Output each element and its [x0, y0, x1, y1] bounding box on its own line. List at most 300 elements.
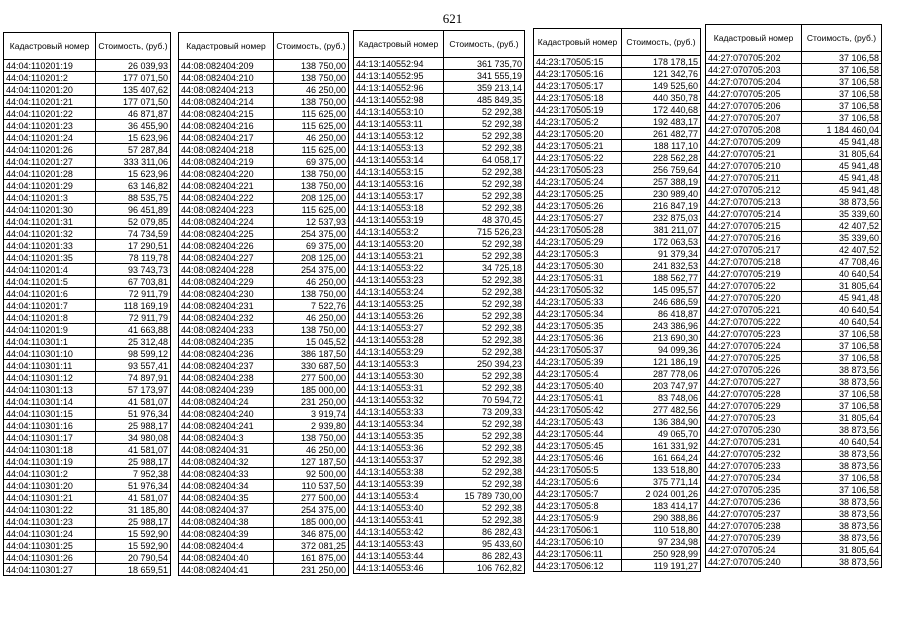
cadastral-number-cell: 44:23:170505:40 [534, 380, 622, 392]
cadastral-number-cell: 44:04:110201:5 [4, 276, 96, 288]
cadastral-number-cell: 44:13:140553:38 [354, 466, 444, 478]
cadastral-number-cell: 44:04:110301:16 [4, 420, 96, 432]
cadastral-number-cell: 44:27:070705:229 [706, 400, 802, 412]
cadastral-number-cell: 44:08:082404:230 [179, 288, 274, 300]
cadastral-number-cell: 44:23:170505:17 [534, 80, 622, 92]
cost-cell: 46 250,00 [274, 84, 349, 96]
cadastral-number-cell: 44:08:082404:241 [179, 420, 274, 432]
cadastral-number-cell: 44:13:140553:18 [354, 202, 444, 214]
table-row [179, 324, 349, 336]
table-row [354, 298, 525, 310]
cadastral-number-cell: 44:04:110301:11 [4, 360, 96, 372]
table-row [534, 212, 701, 224]
table-row [534, 68, 701, 80]
cadastral-number-cell: 44:04:110201:33 [4, 240, 96, 252]
cost-cell: 138 750,00 [274, 288, 349, 300]
cadastral-number-cell: 44:08:082404:217 [179, 132, 274, 144]
cadastral-number-cell: 44:08:082404:39 [179, 528, 274, 540]
cost-cell: 40 640,54 [802, 268, 882, 280]
cadastral-number-cell: 44:27:070705:206 [706, 100, 802, 112]
cost-cell: 25 988,17 [96, 456, 171, 468]
cost-cell: 52 292,38 [444, 478, 525, 490]
cost-cell: 41 581,07 [96, 492, 171, 504]
table-row [179, 360, 349, 372]
cost-cell: 86 282,43 [444, 550, 525, 562]
table-row [179, 492, 349, 504]
cadastral-number-cell: 44:08:082404:218 [179, 144, 274, 156]
cadastral-number-cell: 44:08:082404:213 [179, 84, 274, 96]
cadastral-number-cell: 44:04:110201:9 [4, 324, 96, 336]
cadastral-number-cell: 44:13:140553:35 [354, 430, 444, 442]
table-row [179, 336, 349, 348]
table-row [354, 130, 525, 142]
table-row [4, 216, 171, 228]
cadastral-number-cell: 44:27:070705:218 [706, 256, 802, 268]
cadastral-number-cell: 44:13:140553:39 [354, 478, 444, 490]
cadastral-number-cell: 44:27:070705:227 [706, 376, 802, 388]
cost-cell: 172 440,68 [622, 104, 701, 116]
table-row [4, 300, 171, 312]
cost-cell: 25 988,17 [96, 420, 171, 432]
cadastral-number-cell: 44:04:110301:24 [4, 528, 96, 540]
cost-cell: 52 292,38 [444, 166, 525, 178]
table-row [354, 58, 525, 70]
cadastral-number-cell: 44:23:170506:12 [534, 560, 622, 572]
cadastral-number-cell: 44:08:082404:210 [179, 72, 274, 84]
cost-cell: 250 928,99 [622, 548, 701, 560]
cadastral-number-cell: 44:27:070705:221 [706, 304, 802, 316]
cadastral-number-cell: 44:04:110301:10 [4, 348, 96, 360]
cadastral-number-cell: 44:23:170506:1 [534, 524, 622, 536]
cadastral-number-cell: 44:23:170505:41 [534, 392, 622, 404]
cost-cell: 15 623,96 [96, 132, 171, 144]
cadastral-number-cell: 44:04:110301:21 [4, 492, 96, 504]
cadastral-number-cell: 44:08:082404:227 [179, 252, 274, 264]
table-row [179, 228, 349, 240]
table-row [534, 536, 701, 548]
cadastral-number-cell: 44:13:140553:3 [354, 358, 444, 370]
cadastral-number-cell: 44:23:170505:36 [534, 332, 622, 344]
table-row [354, 454, 525, 466]
cost-cell: 48 370,45 [444, 214, 525, 226]
table-row [706, 472, 882, 484]
table-row [534, 116, 701, 128]
table-row [179, 252, 349, 264]
cost-cell: 110 537,50 [274, 480, 349, 492]
cost-cell: 375 771,14 [622, 476, 701, 488]
cost-cell: 64 058,17 [444, 154, 525, 166]
cadastral-number-cell: 44:04:110301:20 [4, 480, 96, 492]
table-row [706, 424, 882, 436]
cadastral-number-cell: 44:13:140553:28 [354, 334, 444, 346]
cost-cell: 97 234,98 [622, 536, 701, 548]
cost-cell: 45 941,48 [802, 160, 882, 172]
cost-cell: 52 292,38 [444, 178, 525, 190]
table-row [4, 444, 171, 456]
cost-cell: 185 000,00 [274, 384, 349, 396]
cadastral-number-cell: 44:13:140553:10 [354, 106, 444, 118]
cost-cell: 106 762,82 [444, 562, 525, 574]
cadastral-number-cell: 44:13:140553:14 [354, 154, 444, 166]
cadastral-number-cell: 44:27:070705:232 [706, 448, 802, 460]
cadastral-number-cell: 44:27:070705:210 [706, 160, 802, 172]
cadastral-table-5 [705, 24, 882, 568]
table-row [179, 192, 349, 204]
cadastral-number-cell: 44:13:140552:94 [354, 58, 444, 70]
cadastral-number-cell: 44:04:110301:26 [4, 552, 96, 564]
cadastral-number-cell: 44:13:140553:27 [354, 322, 444, 334]
cost-cell: 138 750,00 [274, 96, 349, 108]
cost-cell: 46 250,00 [274, 276, 349, 288]
column-header-cost: Стоимость, (руб.) [444, 31, 525, 58]
cadastral-number-cell: 44:08:082404:228 [179, 264, 274, 276]
table-header-row [4, 33, 171, 60]
cost-cell: 177 071,50 [96, 72, 171, 84]
cost-cell: 12 537,93 [274, 216, 349, 228]
table-row [706, 100, 882, 112]
cost-cell: 73 209,33 [444, 406, 525, 418]
cost-cell: 74 897,91 [96, 372, 171, 384]
table-row [354, 346, 525, 358]
table-row [354, 94, 525, 106]
cost-cell: 95 433,60 [444, 538, 525, 550]
table-row [4, 336, 171, 348]
cadastral-number-cell: 44:04:110301:1 [4, 336, 96, 348]
cadastral-number-cell: 44:08:082404:34 [179, 480, 274, 492]
table-row [354, 250, 525, 262]
cadastral-number-cell: 44:08:082404:38 [179, 516, 274, 528]
cadastral-number-cell: 44:23:170505:22 [534, 152, 622, 164]
cadastral-number-cell: 44:27:070705:239 [706, 532, 802, 544]
cadastral-number-cell: 44:23:170505:24 [534, 176, 622, 188]
cadastral-table-1 [3, 32, 171, 576]
table-row [354, 466, 525, 478]
cadastral-number-cell: 44:13:140553:36 [354, 442, 444, 454]
cadastral-number-cell: 44:04:110201:21 [4, 96, 96, 108]
cadastral-number-cell: 44:13:140553:46 [354, 562, 444, 574]
cost-cell: 37 106,58 [802, 472, 882, 484]
cadastral-number-cell: 44:13:140553:34 [354, 418, 444, 430]
table-row [706, 532, 882, 544]
cost-cell: 341 555,19 [444, 70, 525, 82]
table-row [354, 490, 525, 502]
table-row [4, 468, 171, 480]
table-row [706, 304, 882, 316]
cadastral-number-cell: 44:04:110301:14 [4, 396, 96, 408]
cost-cell: 31 185,80 [96, 504, 171, 516]
cost-cell: 41 663,88 [96, 324, 171, 336]
cost-cell: 1 184 460,04 [802, 124, 882, 136]
cost-cell: 715 526,23 [444, 226, 525, 238]
cost-cell: 92 500,00 [274, 468, 349, 480]
table-body [534, 56, 701, 572]
cost-cell: 37 106,58 [802, 400, 882, 412]
table-row [179, 276, 349, 288]
cost-cell: 37 106,58 [802, 484, 882, 496]
table-row [4, 204, 171, 216]
cost-cell: 51 976,34 [96, 408, 171, 420]
cadastral-number-cell: 44:23:170505:27 [534, 212, 622, 224]
cost-cell: 232 875,03 [622, 212, 701, 224]
cadastral-number-cell: 44:04:110201:28 [4, 168, 96, 180]
cadastral-number-cell: 44:08:082404:240 [179, 408, 274, 420]
cost-cell: 15 789 730,00 [444, 490, 525, 502]
table-row [706, 220, 882, 232]
cost-cell: 83 748,06 [622, 392, 701, 404]
cost-cell: 52 292,38 [444, 514, 525, 526]
table-row [179, 240, 349, 252]
table-row [706, 184, 882, 196]
table-row [706, 376, 882, 388]
cost-cell: 37 106,58 [802, 340, 882, 352]
cadastral-number-cell: 44:23:170505:28 [534, 224, 622, 236]
cost-cell: 26 039,93 [96, 60, 171, 72]
cadastral-number-cell: 44:04:110201:30 [4, 204, 96, 216]
table-row [534, 56, 701, 68]
cost-cell: 17 290,51 [96, 240, 171, 252]
table-row [354, 118, 525, 130]
table-row [534, 140, 701, 152]
table-row [179, 96, 349, 108]
cadastral-number-cell: 44:27:070705:214 [706, 208, 802, 220]
cadastral-number-cell: 44:13:140553:31 [354, 382, 444, 394]
cadastral-number-cell: 44:23:170505:19 [534, 104, 622, 116]
table-row [706, 268, 882, 280]
cost-cell: 188 117,10 [622, 140, 701, 152]
cadastral-number-cell: 44:04:110201:24 [4, 132, 96, 144]
cost-cell: 72 911,79 [96, 312, 171, 324]
cost-cell: 161 331,92 [622, 440, 701, 452]
cadastral-number-cell: 44:27:070705:23 [706, 412, 802, 424]
table-row [179, 216, 349, 228]
cost-cell: 98 599,12 [96, 348, 171, 360]
cost-cell: 183 414,17 [622, 500, 701, 512]
cost-cell: 2 024 001,26 [622, 488, 701, 500]
cadastral-number-cell: 44:27:070705:226 [706, 364, 802, 376]
cost-cell: 361 735,70 [444, 58, 525, 70]
cost-cell: 138 750,00 [274, 432, 349, 444]
cadastral-number-cell: 44:13:140553:37 [354, 454, 444, 466]
cadastral-number-cell: 44:08:082404:229 [179, 276, 274, 288]
cadastral-number-cell: 44:04:110301:15 [4, 408, 96, 420]
cost-cell: 25 988,17 [96, 516, 171, 528]
cadastral-number-cell: 44:23:170505:21 [534, 140, 622, 152]
cadastral-number-cell: 44:13:140553:19 [354, 214, 444, 226]
cadastral-number-cell: 44:23:170505:23 [534, 164, 622, 176]
cadastral-number-cell: 44:27:070705:213 [706, 196, 802, 208]
table-row [4, 516, 171, 528]
table-row [354, 526, 525, 538]
table-row [706, 256, 882, 268]
table-row [534, 344, 701, 356]
cadastral-table-4 [533, 28, 701, 572]
cadastral-number-cell: 44:27:070705:24 [706, 544, 802, 556]
cost-cell: 52 292,38 [444, 370, 525, 382]
cadastral-number-cell: 44:27:070705:212 [706, 184, 802, 196]
table-row [354, 274, 525, 286]
cost-cell: 78 119,78 [96, 252, 171, 264]
cost-cell: 41 581,07 [96, 396, 171, 408]
table-row [4, 420, 171, 432]
table-row [354, 106, 525, 118]
cost-cell: 178 178,15 [622, 56, 701, 68]
table-row [354, 202, 525, 214]
cost-cell: 38 873,56 [802, 460, 882, 472]
cost-cell: 35 339,60 [802, 208, 882, 220]
column-header-cadastral: Кадастровый номер [354, 31, 444, 58]
table-row [179, 144, 349, 156]
cadastral-number-cell: 44:27:070705:203 [706, 64, 802, 76]
cadastral-number-cell: 44:23:170505:29 [534, 236, 622, 248]
cadastral-number-cell: 44:04:110201:35 [4, 252, 96, 264]
table-row [179, 180, 349, 192]
cost-cell: 161 875,00 [274, 552, 349, 564]
table-row [179, 564, 349, 576]
cadastral-number-cell: 44:13:140553:40 [354, 502, 444, 514]
table-row [706, 520, 882, 532]
table-row [4, 60, 171, 72]
cost-cell: 15 045,52 [274, 336, 349, 348]
table-row [4, 492, 171, 504]
cadastral-number-cell: 44:08:082404:220 [179, 168, 274, 180]
cadastral-number-cell: 44:13:140553:25 [354, 298, 444, 310]
cost-cell: 15 623,96 [96, 168, 171, 180]
cadastral-number-cell: 44:08:082404:35 [179, 492, 274, 504]
table-body [706, 52, 882, 568]
cadastral-number-cell: 44:08:082404:237 [179, 360, 274, 372]
cost-cell: 18 659,51 [96, 564, 171, 576]
cadastral-number-cell: 44:27:070705:202 [706, 52, 802, 64]
cost-cell: 70 594,72 [444, 394, 525, 406]
cost-cell: 38 873,56 [802, 424, 882, 436]
table-row [706, 316, 882, 328]
table-row [354, 478, 525, 490]
table-row [706, 436, 882, 448]
cost-cell: 37 106,58 [802, 352, 882, 364]
table-row [4, 456, 171, 468]
cadastral-number-cell: 44:04:110301:12 [4, 372, 96, 384]
cost-cell: 52 292,38 [444, 106, 525, 118]
table-row [706, 136, 882, 148]
cost-cell: 115 625,00 [274, 144, 349, 156]
table-row [534, 548, 701, 560]
table-row [179, 108, 349, 120]
cadastral-number-cell: 44:08:082404:40 [179, 552, 274, 564]
table-row [354, 142, 525, 154]
cost-cell: 37 106,58 [802, 388, 882, 400]
cost-cell: 37 106,58 [802, 88, 882, 100]
table-row [706, 196, 882, 208]
table-row [534, 308, 701, 320]
cadastral-number-cell: 44:04:110201:26 [4, 144, 96, 156]
table-row [706, 496, 882, 508]
table-row [354, 226, 525, 238]
table-row [354, 238, 525, 250]
table-row [534, 272, 701, 284]
table-row [354, 514, 525, 526]
cadastral-number-cell: 44:27:070705:22 [706, 280, 802, 292]
cadastral-number-cell: 44:08:082404:31 [179, 444, 274, 456]
cost-cell: 52 292,38 [444, 202, 525, 214]
cost-cell: 46 250,00 [274, 444, 349, 456]
table-row [4, 168, 171, 180]
cost-cell: 138 750,00 [274, 72, 349, 84]
cadastral-number-cell: 44:27:070705:209 [706, 136, 802, 148]
cadastral-number-cell: 44:27:070705:235 [706, 484, 802, 496]
table-row [179, 504, 349, 516]
cost-cell: 231 250,00 [274, 564, 349, 576]
cost-cell: 230 989,40 [622, 188, 701, 200]
cost-cell: 42 407,52 [802, 220, 882, 232]
table-row [706, 52, 882, 64]
table-row [534, 368, 701, 380]
cadastral-number-cell: 44:27:070705:234 [706, 472, 802, 484]
table-row [354, 406, 525, 418]
cadastral-number-cell: 44:23:170505:16 [534, 68, 622, 80]
cadastral-number-cell: 44:23:170505:7 [534, 488, 622, 500]
table-row [534, 248, 701, 260]
column-header-cost: Стоимость, (руб.) [802, 25, 882, 52]
cost-cell: 138 750,00 [274, 60, 349, 72]
cost-cell: 37 106,58 [802, 52, 882, 64]
cost-cell: 38 873,56 [802, 376, 882, 388]
cost-cell: 25 312,48 [96, 336, 171, 348]
cadastral-number-cell: 44:13:140553:20 [354, 238, 444, 250]
cost-cell: 72 911,79 [96, 288, 171, 300]
table-row [4, 552, 171, 564]
table-row [4, 192, 171, 204]
cost-cell: 121 186,19 [622, 356, 701, 368]
table-row [354, 382, 525, 394]
cost-cell: 136 384,90 [622, 416, 701, 428]
table-row [4, 528, 171, 540]
cadastral-number-cell: 44:23:170505:33 [534, 296, 622, 308]
table-row [534, 476, 701, 488]
cadastral-number-cell: 44:23:170505:20 [534, 128, 622, 140]
table-row [4, 396, 171, 408]
cost-cell: 177 071,50 [96, 96, 171, 108]
cost-cell: 69 375,00 [274, 240, 349, 252]
cadastral-number-cell: 44:13:140553:29 [354, 346, 444, 358]
table-row [534, 524, 701, 536]
cost-cell: 52 292,38 [444, 502, 525, 514]
cost-cell: 42 407,52 [802, 244, 882, 256]
cost-cell: 67 703,81 [96, 276, 171, 288]
cadastral-number-cell: 44:23:170505:42 [534, 404, 622, 416]
table-row [534, 152, 701, 164]
cost-cell: 231 250,00 [274, 396, 349, 408]
table-row [4, 504, 171, 516]
cost-cell: 381 211,07 [622, 224, 701, 236]
cost-cell: 485 849,35 [444, 94, 525, 106]
table-row [534, 416, 701, 428]
cost-cell: 440 350,78 [622, 92, 701, 104]
cost-cell: 277 500,00 [274, 372, 349, 384]
cost-cell: 250 394,23 [444, 358, 525, 370]
cadastral-number-cell: 44:27:070705:215 [706, 220, 802, 232]
cadastral-number-cell: 44:04:110201:27 [4, 156, 96, 168]
table-row [706, 172, 882, 184]
table-row [706, 160, 882, 172]
cost-cell: 52 292,38 [444, 442, 525, 454]
cadastral-number-cell: 44:23:170506:10 [534, 536, 622, 548]
cadastral-number-cell: 44:27:070705:223 [706, 328, 802, 340]
cadastral-number-cell: 44:04:110201:6 [4, 288, 96, 300]
table-row [534, 260, 701, 272]
table-header-row [534, 29, 701, 56]
table-body [4, 60, 171, 576]
cadastral-number-cell: 44:23:170505:18 [534, 92, 622, 104]
